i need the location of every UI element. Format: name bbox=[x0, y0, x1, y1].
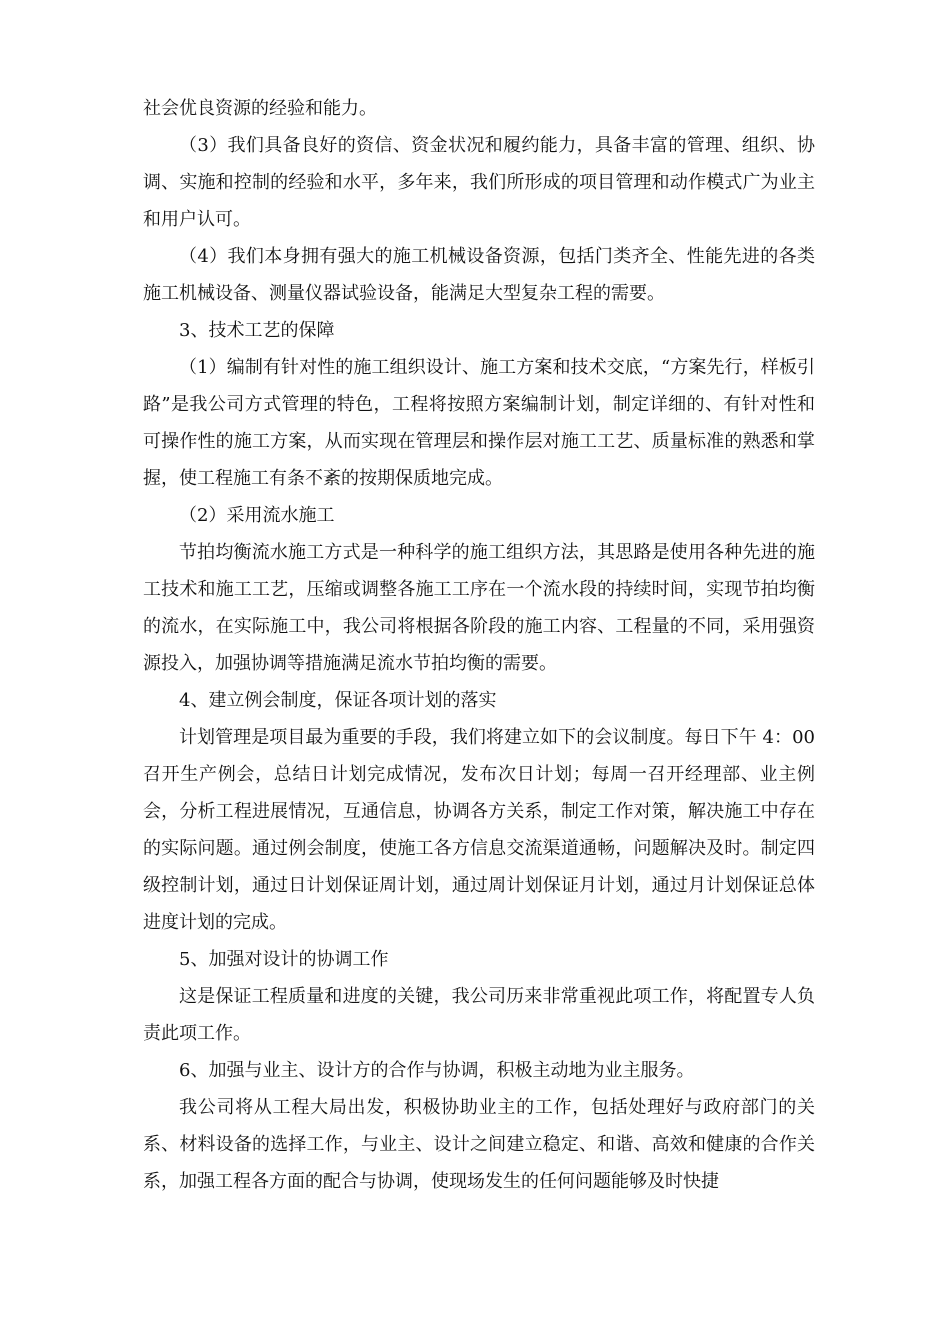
section-heading-design-coordination: 5、加强对设计的协调工作 bbox=[179, 949, 389, 970]
section-heading-technology: 3、技术工艺的保障 bbox=[179, 320, 335, 341]
paragraph-meetings: 计划管理是项目最为重要的手段，我们将建立如下的会议制度。每日下午 4：00 召开生产例会，总结日计划完成情况，发布次日计划；每周一召开经理部、业主例会，分析工程进展情况，互通信息，协调各方关系，制定工作对策，解决施工中存在的实际问题。通过例会制度，使施工各方信息交流渠道通畅，问题解决及时。制定四级控制计划，通过日计划保证周计划，通过周计划保证月计划，通过月计划保证总体进度计划的完成。 bbox=[143, 727, 815, 933]
document-body bbox=[143, 90, 815, 1200]
section-heading-owner-cooperation: 6、加强与业主、设计方的合作与协调，积极主动地为业主服务。 bbox=[179, 1060, 695, 1081]
paragraph-continuation: 社会优良资源的经验和能力。 bbox=[143, 98, 377, 119]
paragraph-flow-construction: 节拍均衡流水施工方式是一种科学的施工组织方法，其思路是使用各种先进的施工技术和施工工艺，压缩或调整各施工工序在一个流水段的持续时间，实现节拍均衡的流水，在实际施工中，我公司将根据各阶段的施工内容、工程量的不同，采用强资源投入，加强协调等措施满足流水节拍均衡的需要。 bbox=[143, 542, 815, 674]
paragraph-item-3-credit: （3）我们具备良好的资信、资金状况和履约能力，具备丰富的管理、组织、协调、实施和控制的经验和水平，多年来，我们所形成的项目管理和动作模式广为业主和用户认可。 bbox=[143, 135, 815, 230]
paragraph-owner-cooperation: 我公司将从工程大局出发，积极协助业主的工作，包括处理好与政府部门的关系、材料设备的选择工作，与业主、设计之间建立稳定、和谐、高效和健康的合作关系，加强工程各方面的配合与协调，使现场发生的任何问题能够及时快捷 bbox=[143, 1097, 815, 1192]
paragraph-item-4-equipment: （4）我们本身拥有强大的施工机械设备资源，包括门类齐全、性能先进的各类施工机械设备、测量仪器试验设备，能满足大型复杂工程的需要。 bbox=[143, 246, 815, 304]
paragraph-design-coordination: 这是保证工程质量和进度的关键，我公司历来非常重视此项工作，将配置专人负责此项工作。 bbox=[143, 986, 815, 1044]
paragraph-item-1-construction-plan: （1）编制有针对性的施工组织设计、施工方案和技术交底，“方案先行，样板引路”是我公司方式管理的特色，工程将按照方案编制计划，制定详细的、有针对性和可操作性的施工方案，从而实现在管理层和操作层对施工工艺、质量标准的熟悉和掌握，使工程施工有条不紊的按期保质地完成。 bbox=[143, 357, 815, 489]
subheading-flow-construction: （2）采用流水施工 bbox=[179, 505, 335, 526]
section-heading-meetings: 4、建立例会制度，保证各项计划的落实 bbox=[179, 690, 497, 711]
